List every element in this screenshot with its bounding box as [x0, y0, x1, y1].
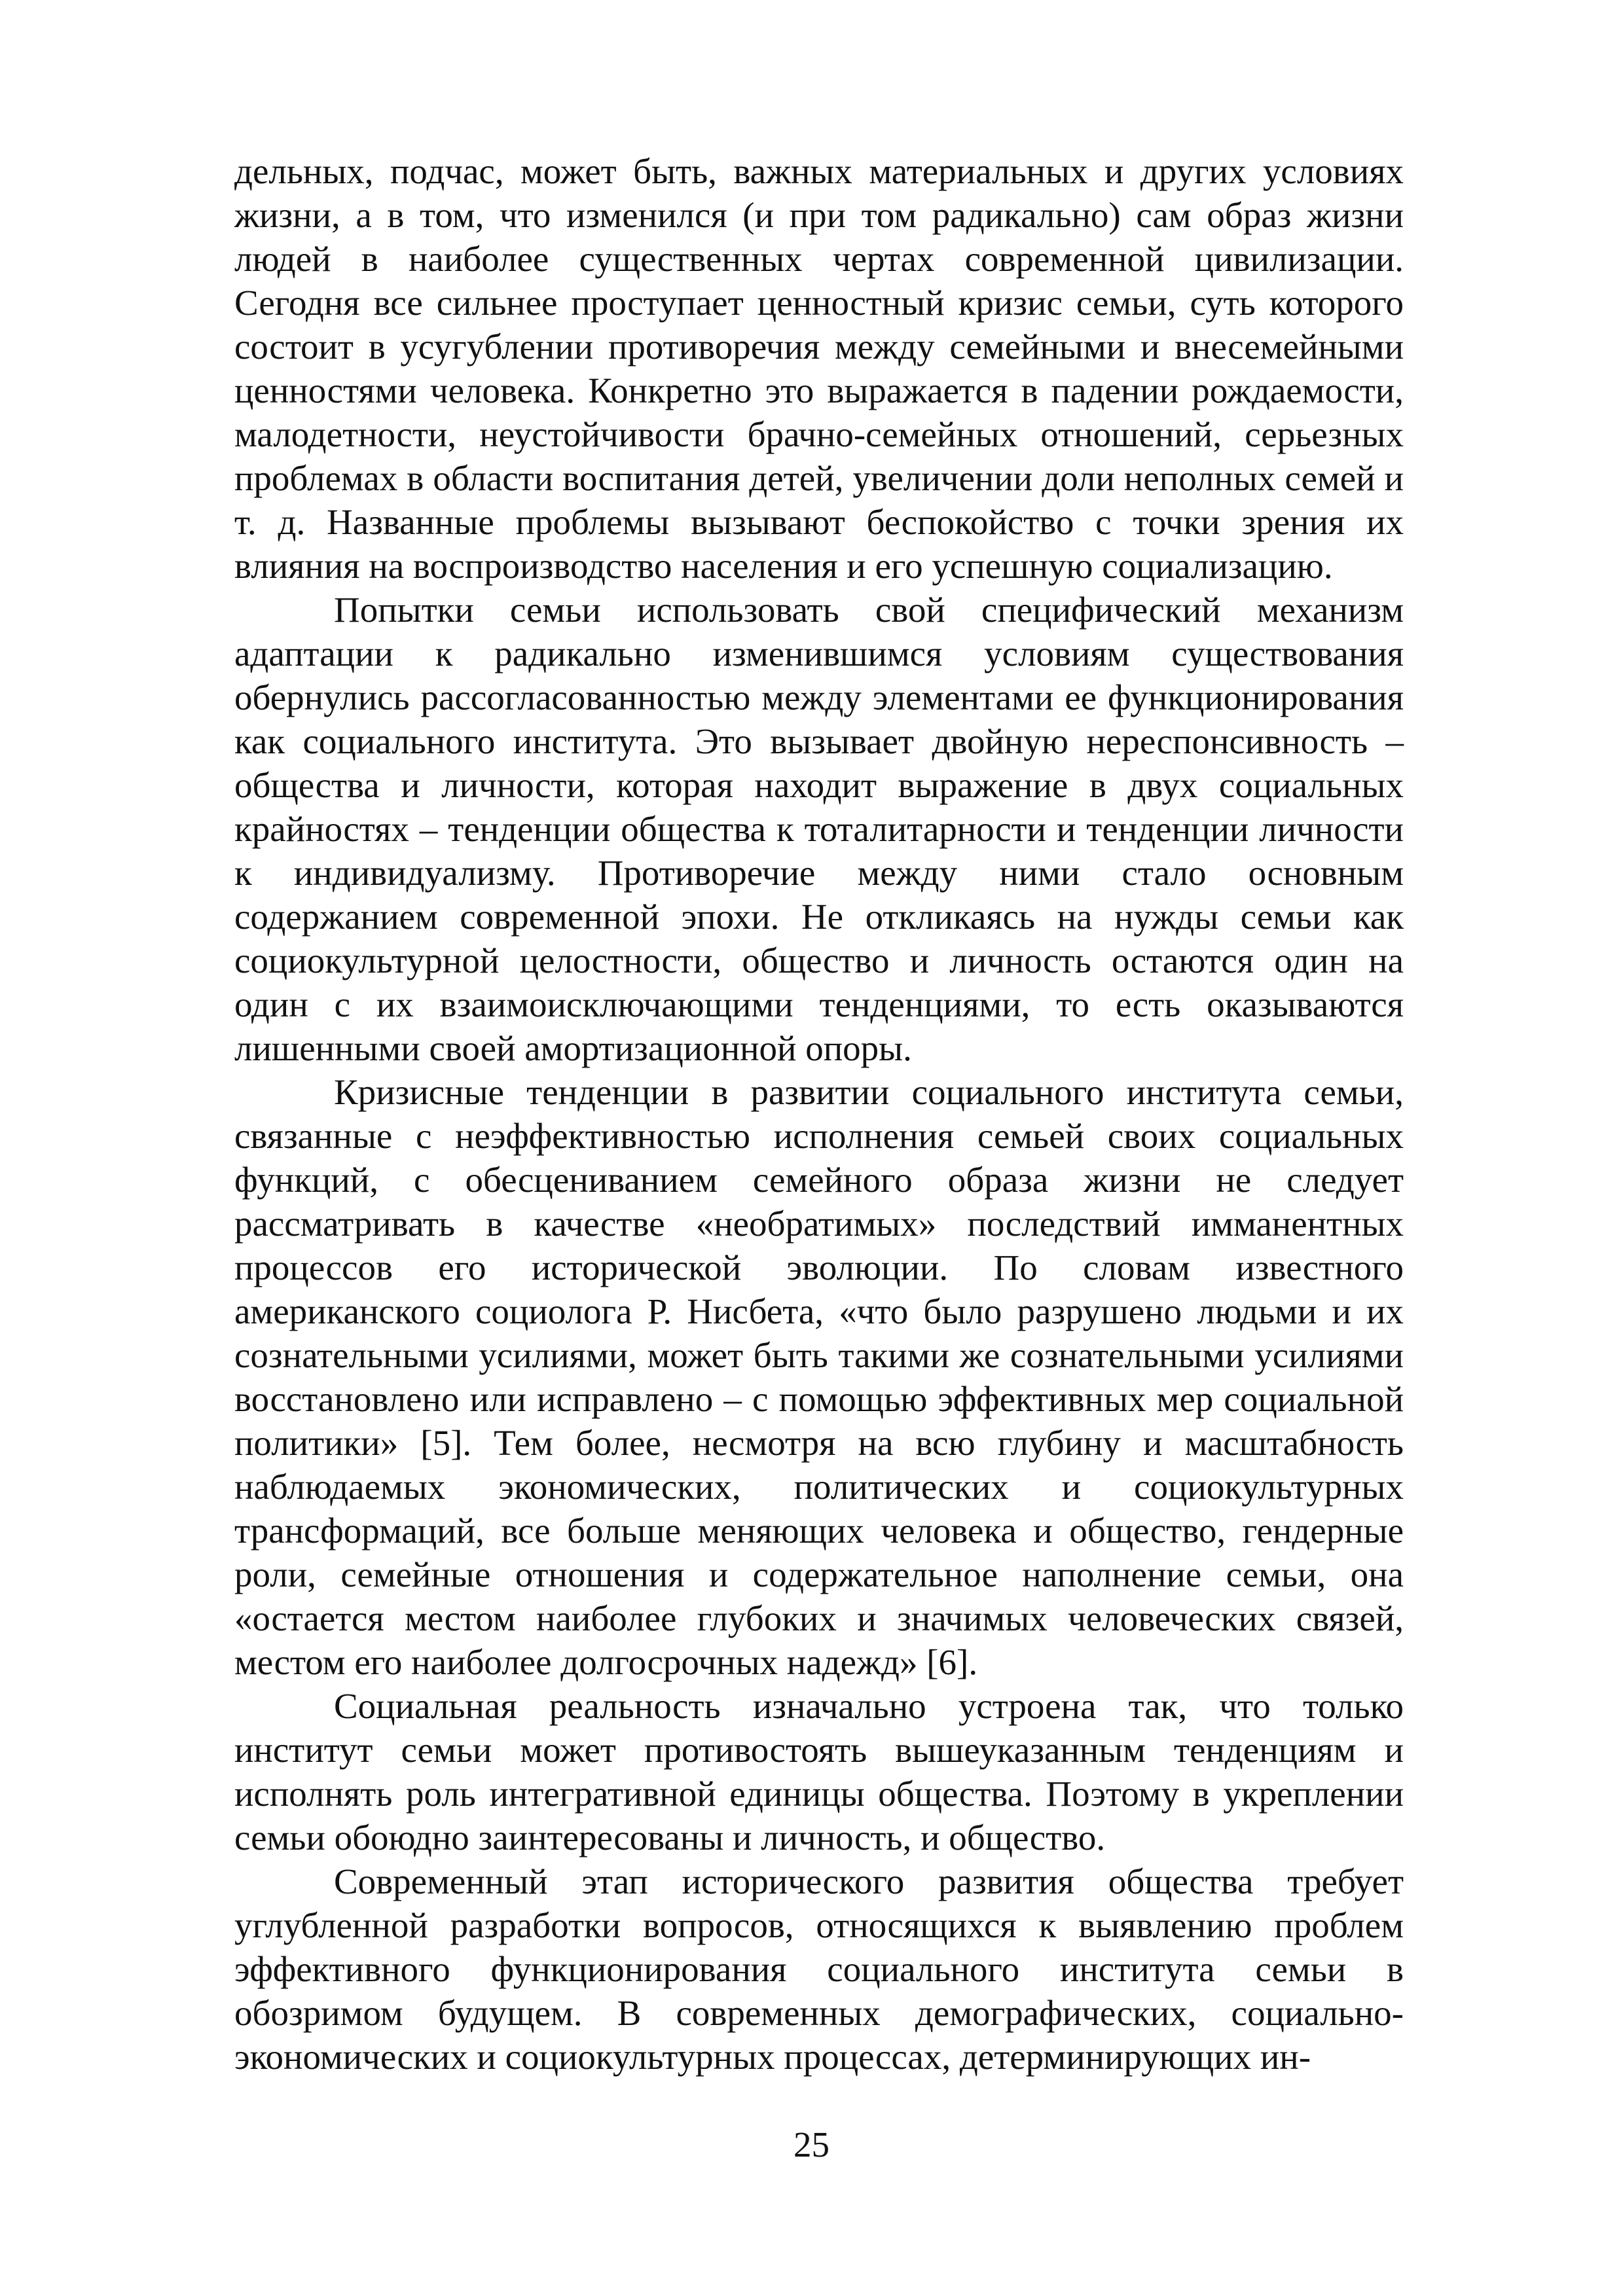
paragraph-5: Современный этап исторического развития общества требует углубленной разработки вопросов, относящихся к выявлению проблем эффективного функционирования социального института семьи в обозримом будущем. В современных демографических, социально-экономических и социокультурных процессах, детерминирующих ин-: [234, 1861, 1404, 2077]
paragraph-1: дельных, подчас, может быть, важных материальных и других условиях жизни, а в том, что изменился (и при том радикально) сам образ жизни людей в наиболее существенных чертах современной цивилизации. Сегодня все сильнее проступает ценностный кризис семьи, суть которого состоит в усугублении противоречия между семейными и внесемейными ценностями человека. Конкретно это выражается в падении рождаемости, малодетности, неустойчивости брачно-семейных отношений, серьезных проблемах в области воспитания детей, увеличении доли неполных семей и т. д. Названные проблемы вызывают беспокойство с точки зрения их влияния на воспроизводство населения и его успешную социализацию.: [234, 151, 1404, 586]
paragraph-3: Кризисные тенденции в развитии социального института семьи, связанные с неэффективностью исполнения семьей своих социальных функций, с обесцениванием семейного образа жизни не следует рассматривать в качестве «необратимых» последствий имманентных процессов его исторической эволюции. По словам известного американского социолога Р. Нисбета, «что было разрушено людьми и их сознательными усилиями, может быть такими же сознательными усилиями восстановлено или исправлено – с помощью эффективных мер социальной политики» [5]. Тем более, несмотря на всю глубину и масштабность наблюдаемых экономических, политических и социокультурных трансформаций, все больше меняющих человека и общество, гендерные роли, семейные отношения и содержательное наполнение семьи, она «остается местом наиболее глубоких и значимых человеческих связей, местом его наиболее долгосрочных надежд» [6].: [234, 1072, 1404, 1682]
body-text: [234, 149, 1404, 2079]
page-number: 25: [793, 2125, 830, 2164]
paragraph-2: Попытки семьи использовать свой специфический механизм адаптации к радикально изменившимся условиям существования обернулись рассогласованностью между элементами ее функционирования как социального института. Это вызывает двойную нереспонсивность – общества и личности, которая находит выражение в двух социальных крайностях – тенденции общества к тоталитарности и тенденции личности к индивидуализму. Противоречие между ними стало основным содержанием современной эпохи. Не откликаясь на нужды семьи как социокультурной целостности, общество и личность остаются один на один с их взаимоисключающими тенденциями, то есть оказываются лишенными своей амортизационной опоры.: [234, 590, 1404, 1068]
paragraph-4: Социальная реальность изначально устроена так, что только институт семьи может противостоять вышеуказанным тенденциям и исполнять роль интегративной единицы общества. Поэтому в укреплении семьи обоюдно заинтересованы и личность, и общество.: [234, 1686, 1404, 1857]
